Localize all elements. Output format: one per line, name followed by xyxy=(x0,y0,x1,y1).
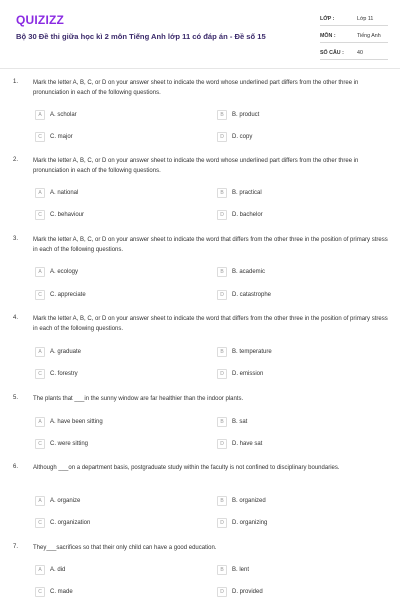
option-d[interactable] xyxy=(217,438,262,449)
meta-row-class xyxy=(320,12,388,26)
option-letter-box: B xyxy=(217,110,227,120)
option-letter-box: B xyxy=(217,417,227,427)
option-letter-box: A xyxy=(35,110,45,120)
option-text: B. sat xyxy=(232,418,248,425)
option-letter-box: D xyxy=(217,587,227,597)
question-text: Mark the letter A, B, C, or D on your answer sheet to indicate the word whose underlined part differs from the other three in pronunciation in each of the following questions. xyxy=(33,158,359,174)
option-text: A. graduate xyxy=(50,348,82,355)
option-c[interactable] xyxy=(35,438,88,449)
option-letter-box: C xyxy=(35,132,45,142)
option-b[interactable] xyxy=(217,109,259,120)
option-d[interactable] xyxy=(217,368,263,379)
option-d[interactable] xyxy=(217,517,267,528)
quizizz-logo: QUIZIZZ xyxy=(16,13,65,27)
option-a[interactable] xyxy=(35,346,81,357)
option-letter-box: B xyxy=(217,565,227,575)
option-a[interactable] xyxy=(35,187,78,198)
option-a[interactable] xyxy=(35,266,78,277)
option-text: C. made xyxy=(50,588,73,595)
meta-value: 40 xyxy=(357,49,363,56)
option-c[interactable] xyxy=(35,517,90,528)
option-text: D. bachelor xyxy=(232,211,263,218)
option-letter-box: B xyxy=(217,267,227,277)
option-text: C. forestry xyxy=(50,370,78,377)
option-text: A. have been sitting xyxy=(50,418,103,425)
option-letter-box: C xyxy=(35,587,45,597)
question-text: Mark the letter A, B, C, or D on your answer sheet to indicate the word whose underlined part differs from the other three in pronunciation in each of the following questions. xyxy=(33,80,359,96)
option-text: D. catastrophe xyxy=(232,291,272,298)
option-text: B. lent xyxy=(232,566,250,573)
option-c[interactable] xyxy=(35,131,73,142)
option-letter-box: C xyxy=(35,518,45,528)
option-text: C. appreciate xyxy=(50,291,86,298)
option-text: C. major xyxy=(50,133,73,140)
meta-row-question-count xyxy=(320,46,388,60)
option-letter-box: A xyxy=(35,347,45,357)
option-text: C. behaviour xyxy=(50,211,85,218)
meta-value: Tiếng Anh xyxy=(357,32,381,39)
document-header xyxy=(0,0,400,62)
option-letter-box: D xyxy=(217,439,227,449)
option-d[interactable] xyxy=(217,586,263,597)
option-c[interactable] xyxy=(35,368,78,379)
option-letter-box: C xyxy=(35,210,45,220)
option-text: D. copy xyxy=(232,133,253,140)
option-text: D. organizing xyxy=(232,519,268,526)
question-text: Mark the letter A, B, C, or D on your answer sheet to indicate the word that differs from the other three in the position of primary stress in each of the following questions. xyxy=(33,237,388,253)
option-letter-box: A xyxy=(35,188,45,198)
option-text: B. temperature xyxy=(232,348,272,355)
meta-row-subject xyxy=(320,29,388,43)
option-a[interactable] xyxy=(35,564,65,575)
option-c[interactable] xyxy=(35,289,86,300)
option-a[interactable] xyxy=(35,495,80,506)
question-number: 2. xyxy=(13,157,19,163)
option-b[interactable] xyxy=(217,187,262,198)
option-b[interactable] xyxy=(217,416,247,427)
question-text: Although ___on a department basis, postgraduate study within the faculty is not confined to disciplinary boundaries. xyxy=(33,465,340,471)
option-letter-box: A xyxy=(35,417,45,427)
option-text: A. did xyxy=(50,566,66,573)
option-d[interactable] xyxy=(217,131,252,142)
option-b[interactable] xyxy=(217,564,249,575)
option-c[interactable] xyxy=(35,586,73,597)
option-letter-box: A xyxy=(35,496,45,506)
option-text: D. have sat xyxy=(232,440,263,447)
option-letter-box: D xyxy=(217,210,227,220)
question-number: 5. xyxy=(13,395,19,401)
question-text: The plants that ___in the sunny window are far healthier than the indoor plants. xyxy=(33,396,244,402)
option-text: D. provided xyxy=(232,588,263,595)
option-text: A. national xyxy=(50,189,79,196)
option-c[interactable] xyxy=(35,209,84,220)
option-b[interactable] xyxy=(217,266,265,277)
option-d[interactable] xyxy=(217,209,263,220)
option-text: A. scholar xyxy=(50,111,77,118)
option-text: A. ecology xyxy=(50,268,79,275)
option-b[interactable] xyxy=(217,346,272,357)
option-a[interactable] xyxy=(35,109,77,120)
option-letter-box: B xyxy=(217,496,227,506)
option-text: C. organization xyxy=(50,519,91,526)
option-text: B. product xyxy=(232,111,260,118)
option-letter-box: C xyxy=(35,290,45,300)
document-title: Bộ 30 Đề thi giữa học kì 2 môn Tiếng Anh lớp 11 có đáp án - Đề số 15 xyxy=(16,32,266,41)
question-number: 7. xyxy=(13,544,19,550)
option-text: D. emission xyxy=(232,370,264,377)
option-b[interactable] xyxy=(217,495,266,506)
option-text: C. were sitting xyxy=(50,440,89,447)
option-text: B. academic xyxy=(232,268,266,275)
option-letter-box: A xyxy=(35,565,45,575)
option-letter-box: D xyxy=(217,369,227,379)
option-a[interactable] xyxy=(35,416,103,427)
meta-value: Lớp 11 xyxy=(357,15,374,22)
question-number: 3. xyxy=(13,236,19,242)
option-letter-box: D xyxy=(217,132,227,142)
meta-panel xyxy=(320,12,388,60)
meta-key: LỚP : xyxy=(320,15,335,22)
option-letter-box: B xyxy=(217,347,227,357)
meta-key: SỐ CÂU : xyxy=(320,49,344,56)
question-text: They___sacrifices so that their only child can have a good education. xyxy=(33,545,217,551)
question-number: 4. xyxy=(13,315,19,321)
question-text: Mark the letter A, B, C, or D on your answer sheet to indicate the word that differs from the other three in the position of primary stress in each of the following questions. xyxy=(33,316,388,332)
option-letter-box: D xyxy=(217,518,227,528)
question-number: 1. xyxy=(13,79,19,85)
option-letter-box: A xyxy=(35,267,45,277)
option-letter-box: C xyxy=(35,439,45,449)
header-divider xyxy=(0,68,400,69)
option-letter-box: B xyxy=(217,188,227,198)
option-letter-box: C xyxy=(35,369,45,379)
option-letter-box: D xyxy=(217,290,227,300)
option-text: B. practical xyxy=(232,189,262,196)
option-text: B. organized xyxy=(232,497,266,504)
question-number: 6. xyxy=(13,464,19,470)
option-d[interactable] xyxy=(217,289,271,300)
option-text: A. organize xyxy=(50,497,81,504)
meta-key: MÔN : xyxy=(320,32,336,39)
